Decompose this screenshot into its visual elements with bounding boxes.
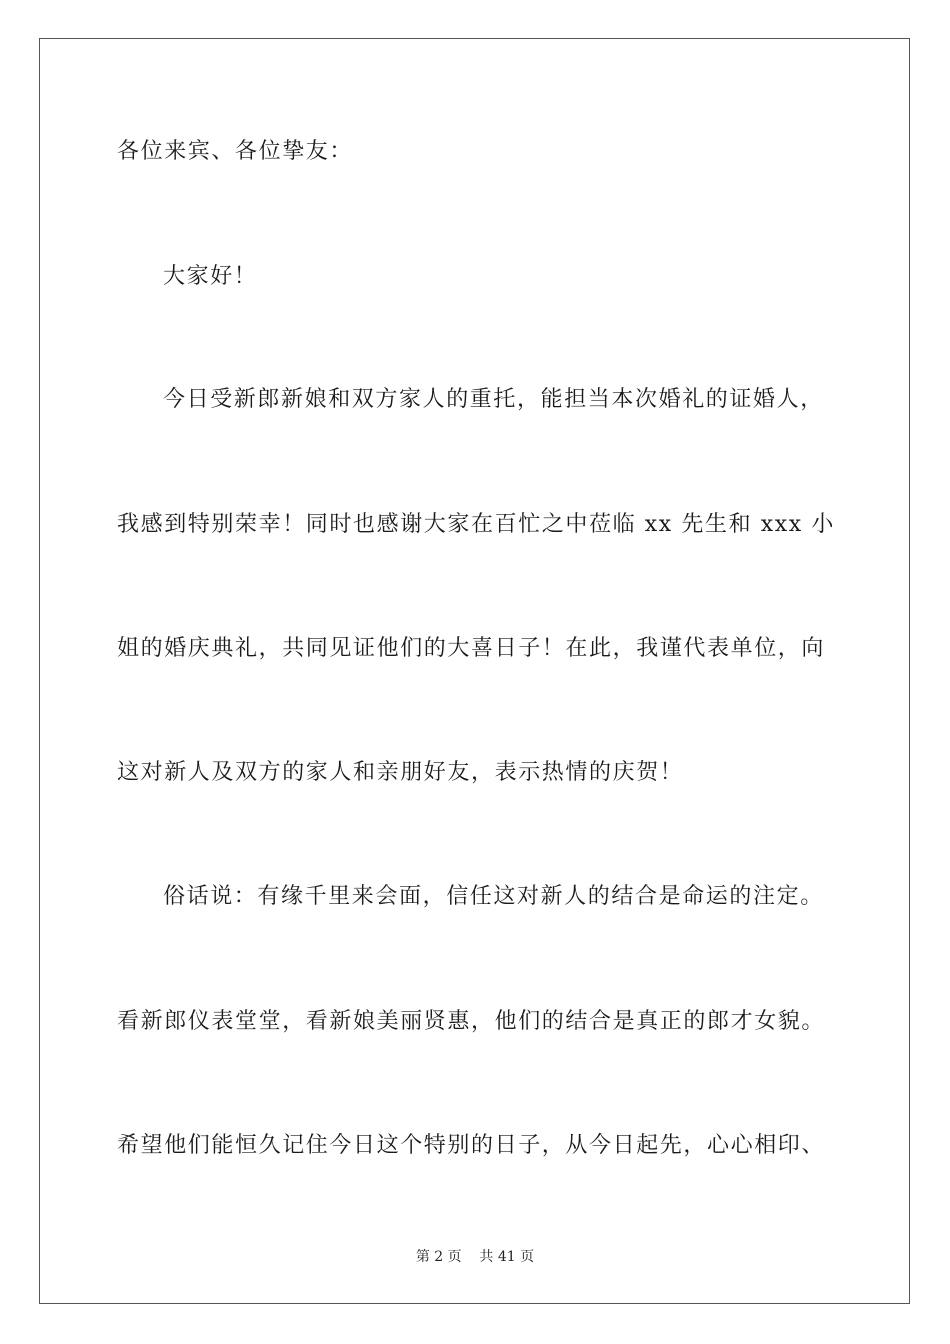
body-line-1: 今日受新郎新娘和双方家人的重托，能担当本次婚礼的证婚人， <box>163 387 824 412</box>
page-number-footer: 第 2 页 共 41 页 <box>415 1249 535 1265</box>
body-line-2: 我感到特别荣幸！同时也感谢大家在百忙之中莅临 xx 先生和 xxx 小 <box>117 512 836 537</box>
page-frame <box>39 38 910 1304</box>
salutation-line: 各位来宾、各位挚友： <box>117 139 354 164</box>
body-line-6: 看新郎仪表堂堂，看新娘美丽贤惠，他们的结合是真正的郎才女貌。 <box>117 1009 826 1034</box>
greeting-line: 大家好！ <box>163 264 258 289</box>
body-line-4: 这对新人及双方的家人和亲朋好友，表示热情的庆贺！ <box>117 760 684 785</box>
body-line-5: 俗话说：有缘千里来会面，信任这对新人的结合是命运的注定。 <box>163 884 824 909</box>
body-line-3: 姐的婚庆典礼，共同见证他们的大喜日子！在此，我谨代表单位，向 <box>117 636 826 661</box>
body-line-7: 希望他们能恒久记住今日这个特别的日子，从今日起先，心心相印、 <box>117 1133 826 1158</box>
